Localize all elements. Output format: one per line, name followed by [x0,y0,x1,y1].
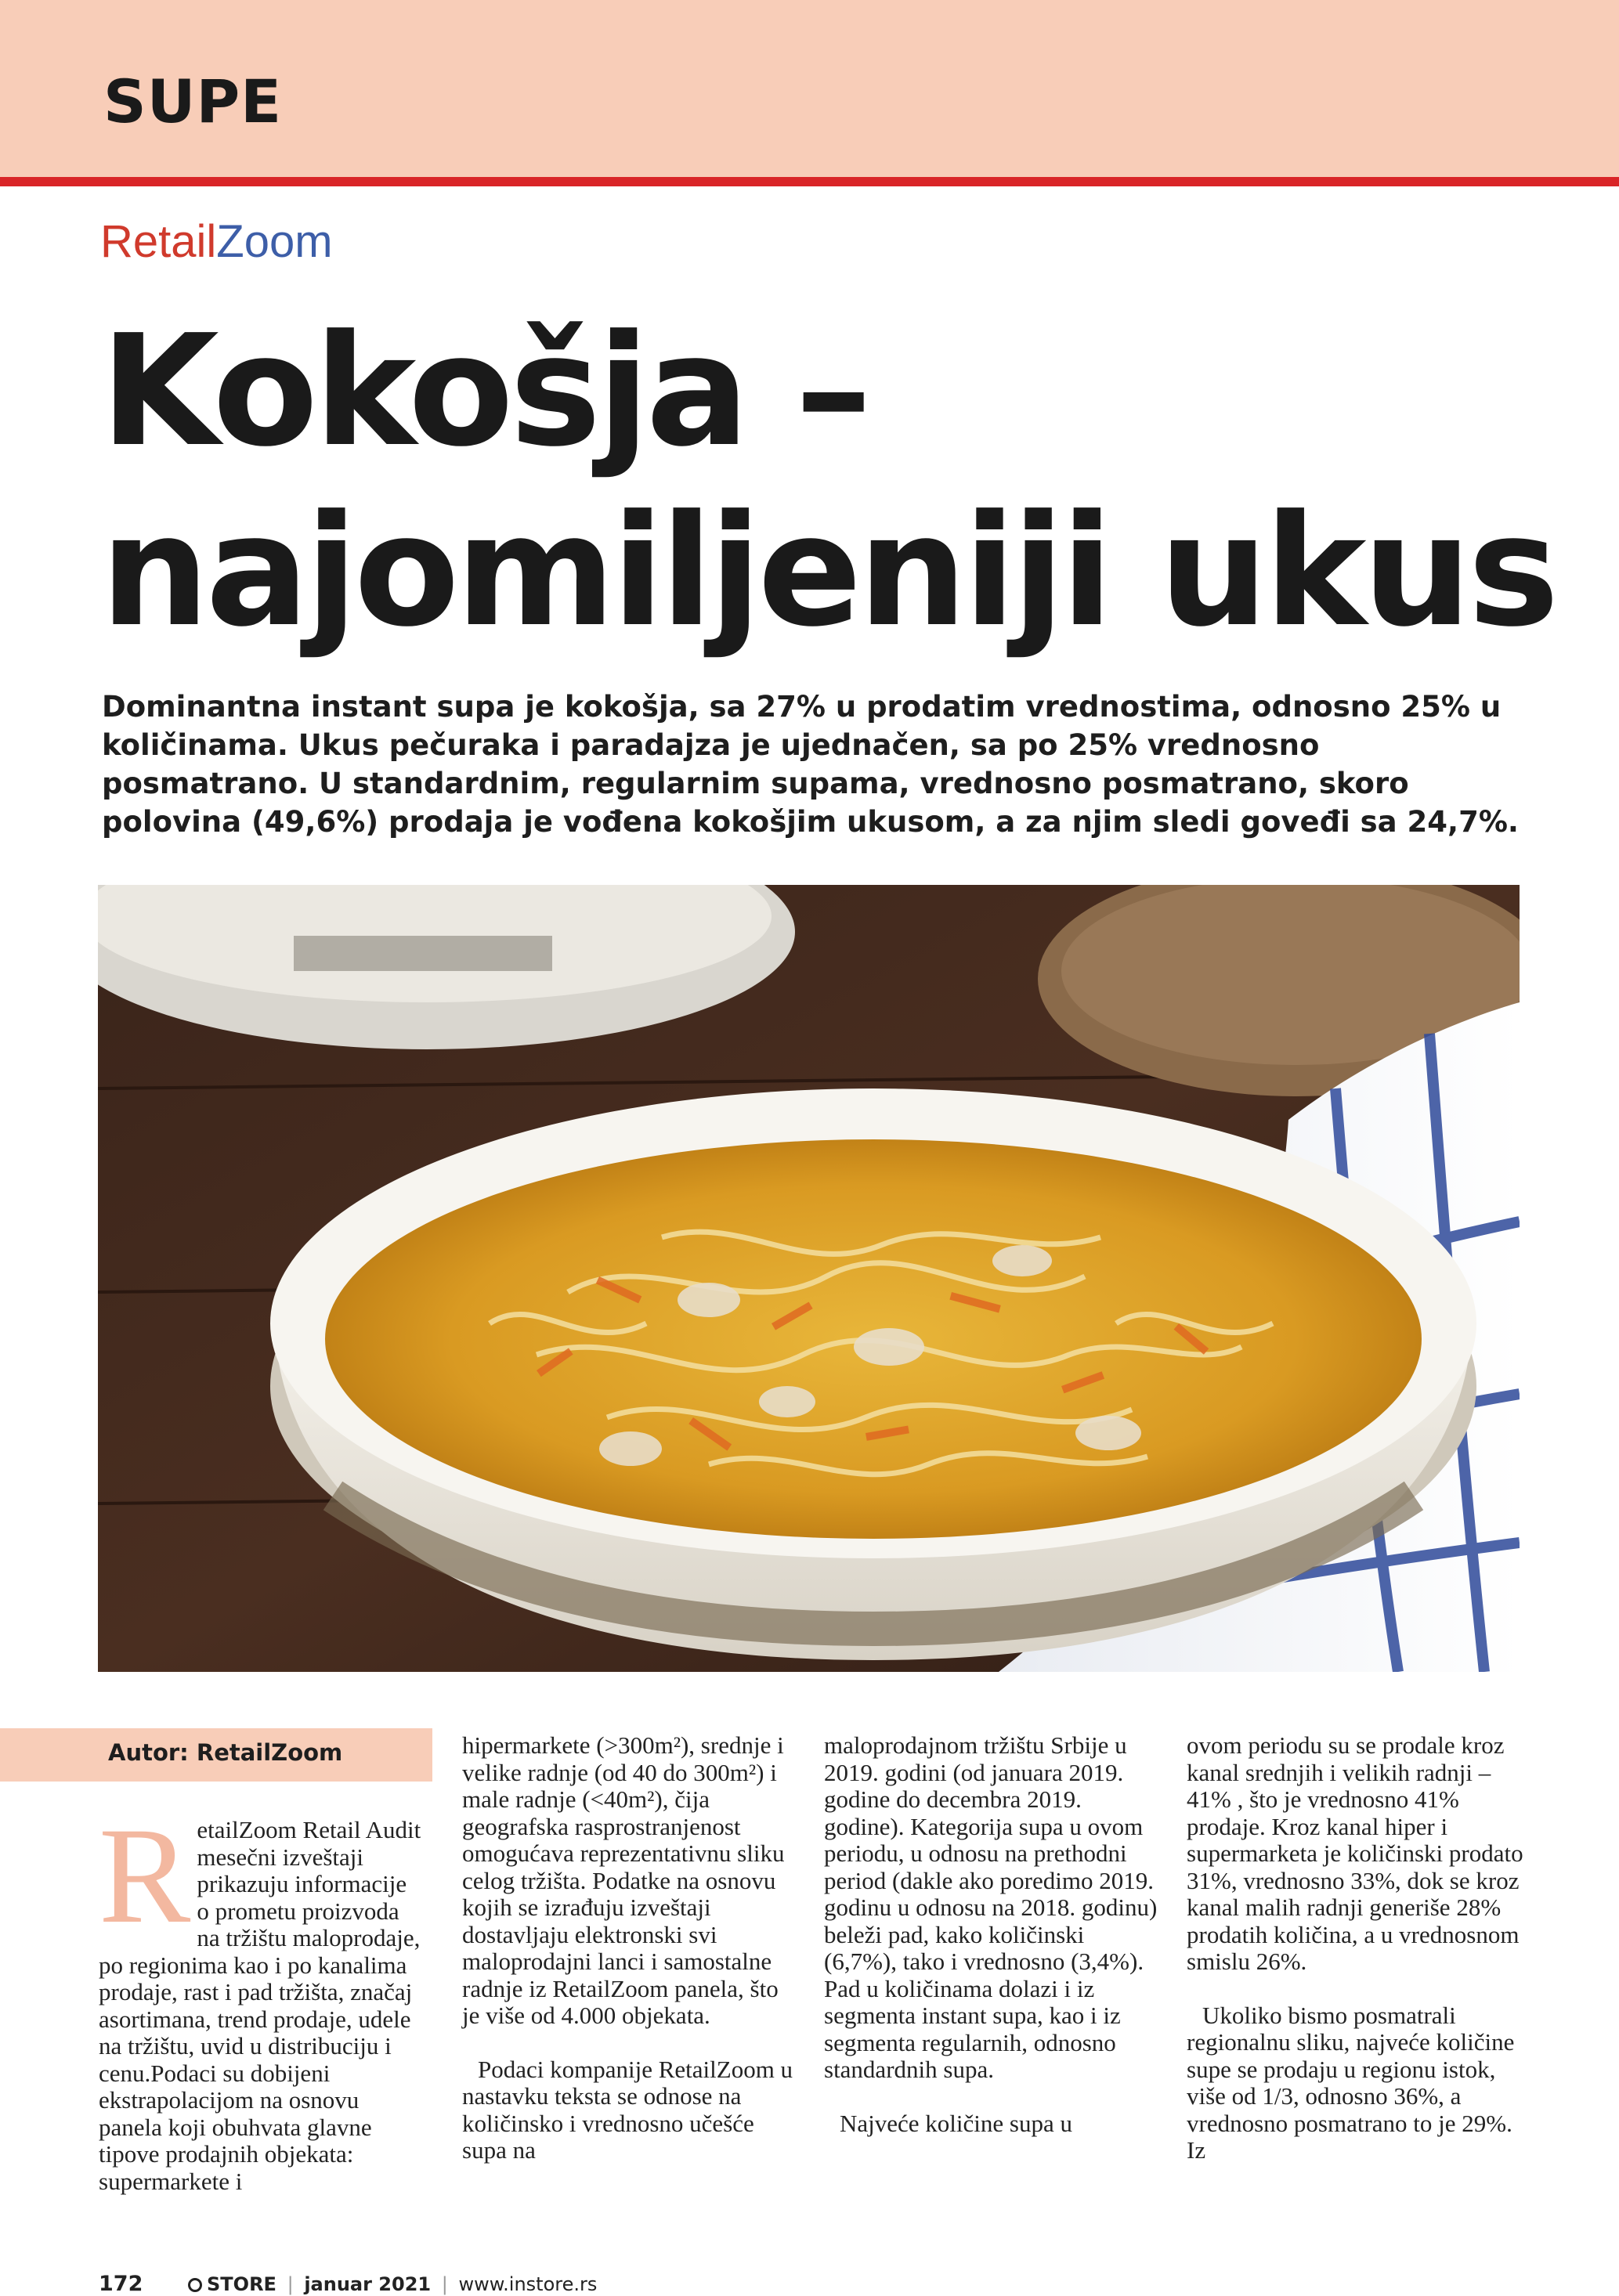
soup-photo [98,885,1520,1672]
website-link[interactable]: www.instore.rs [458,2273,598,2295]
logo-retail: Retail [100,216,217,267]
page-number: 172 [99,2272,143,2296]
column-1 [99,1800,421,2195]
logo-zoom: Zoom [216,216,333,267]
issue-date: januar 2021 [304,2273,432,2295]
column-1-text: etailZoom Retail Audit mesečni izveštaji prikazuju informacije o prometu proizvoda na tržištu maloprodaje, po regionima kao i po kanalima prodaje, rast i pad tržišta, značaj asortimana, trend prodaje, udele na tržištu, uvid u distribuciju i cenu.Podaci su dobijeni ekstrapolacijom na osnovu panela koji obuhvata glavne tipove prodajnih objekata: supermarkete i [99,1816,421,2195]
column-2-paragraph-1: hipermarkete (>300m²), srednje i velike radnje (od 40 do 300m²) i male radnje (<40m²), čija geografska rasprostranjenost omogućava reprezentativnu sliku celog tržišta. Podatke na osnovu kojih se izrađuju izveštaji dostavljaju elektronski svi maloprodajni lanci i samostalne radnje iz RetailZoom panela, što je više od 4.000 objekata. [462,1731,785,2029]
column-3 [824,1732,1161,2137]
column-4 [1187,1732,1523,2164]
author-line: Autor: RetailZoom [108,1739,343,1766]
title-line-2: najomiljeniji ukus [100,482,1556,661]
column-4-paragraph-1: ovom periodu su se prodale kroz kanal srednjih i velikih radnji – 41% , što je vrednosno 41% prodaje. Kroz kanal hiper i supermarketa je količinski prodato 31%, vrednosno 33%, dok se kroz kanal malih radnji generiše 28% prodatih količina, a u vrednosnom smislu 26%. [1187,1731,1523,1975]
retailzoom-logo [100,216,333,267]
section-label: SUPE [103,67,283,136]
page-footer [99,2273,597,2294]
footer-separator: | [287,2273,294,2295]
column-2-paragraph-2: Podaci kompanije RetailZoom u nastavku teksta se odnose na količinsko i vrednosno učešće supa na [462,2055,793,2164]
drop-cap: R [99,1800,191,1952]
header-accent-line [0,177,1619,186]
column-4-paragraph-2: Ukoliko bismo posmatrali regionalnu sliku, najveće količine supe se prodaju u regionu istok, više od 1/3, odnosno 36%, a vrednosno posmatrano to je 29%. Iz [1187,2001,1515,2164]
column-3-paragraph-1: maloprodajnom tržištu Srbije u 2019. godini (od januara 2019. godine do decembra 2019. godine). Kategorija supa u ovom periodu, u odnosu na prethodni period (dakle ako poredimo 2019. godinu u odnosu na 2018. godinu) beleži pad, kako količinski (6,7%), tako i vrednosno (3,4%). Pad u količinama dolazi i iz segmenta instant supa, kao i iz segmenta regularnih, odnosno standardnih supa. [824,1731,1158,2083]
title-line-1: Kokošja – [100,302,869,481]
column-3-paragraph-2: Najveće količine supa u [840,2109,1072,2137]
footer-separator: | [441,2273,448,2295]
magazine-name: STORE [207,2273,276,2295]
column-2 [462,1732,799,2164]
article-title [100,301,1556,662]
store-logo-icon [188,2278,202,2292]
article-lead: Dominantna instant supa je kokošja, sa 27% u prodatim vrednostima, odnosno 25% u količinama. Ukus pečuraka i paradajza je ujednačen, sa po 25% vrednosno posmatrano. U standardnim, regularnim supama, vrednosno posmatrano, skoro polovina (49,6%) prodaja je vođena kokošjim ukusom, a za njim sledi goveđi sa 24,7%. [102,690,1519,839]
